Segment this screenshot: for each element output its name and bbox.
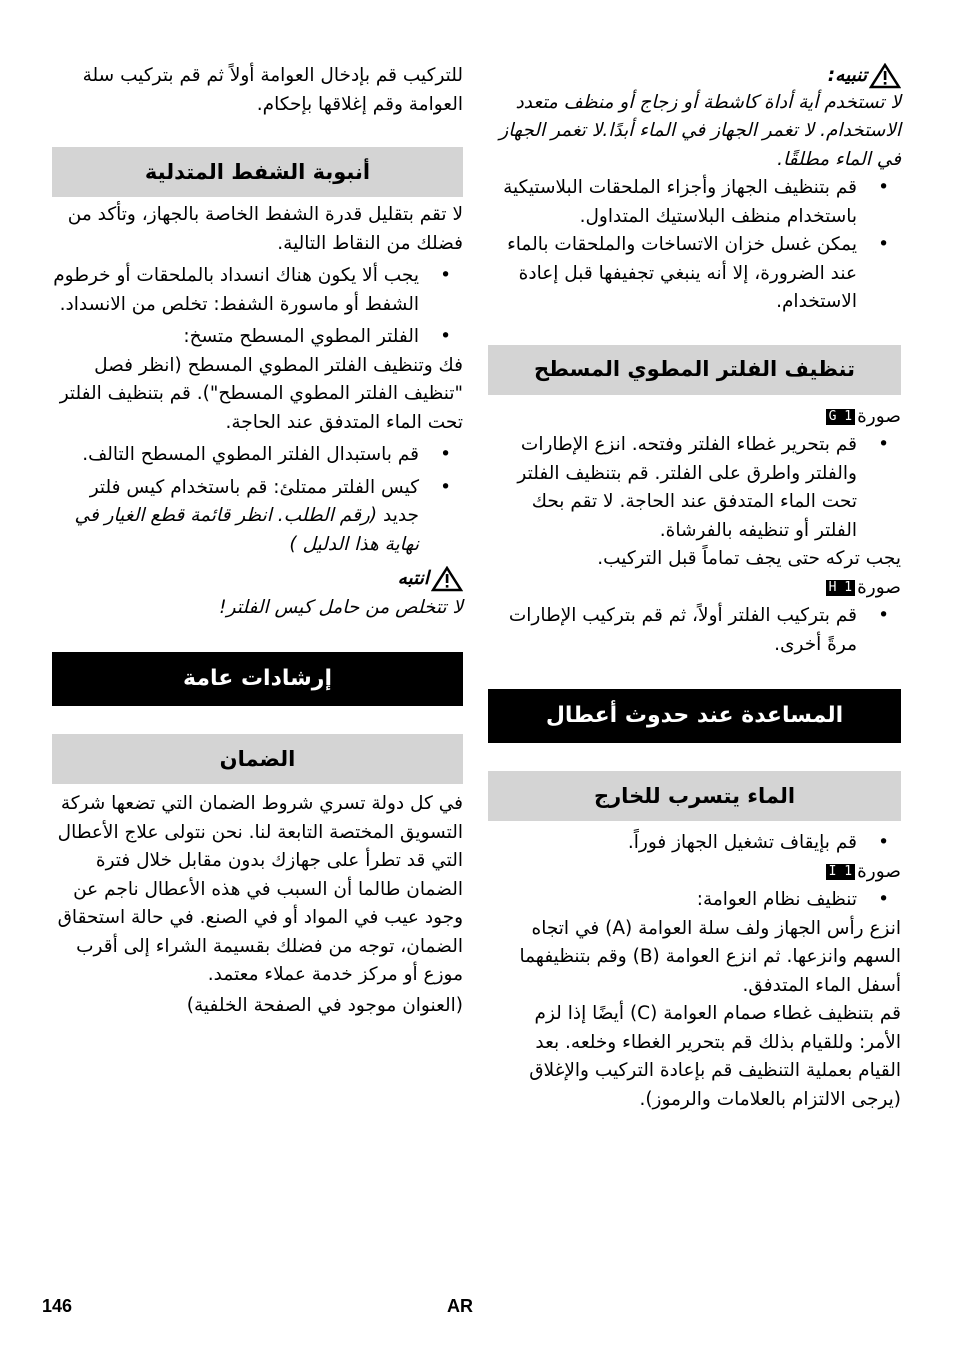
figure-ref-i1: صورة I 1 bbox=[488, 858, 901, 887]
section-heading-general: إرشادات عامة bbox=[52, 652, 463, 706]
list-item: • يمكن غسل خزان الاتساخات والملحقات بالماء عند الضرورة، إلا أنه ينبغي تجفيفها قبل إعادة الاستخدام. bbox=[507, 234, 889, 312]
note-dry: يجب تركه حتى يجف تماماً قبل التركيب. bbox=[597, 548, 901, 569]
list-item: • تنظيف نظام العوامة: bbox=[696, 889, 889, 910]
list-item: • قم بتنظيف الجهاز وأجزاء الملحقات البلاستيكية باستخدام منظف البلاستيك المتداول. bbox=[503, 177, 889, 227]
left-column bbox=[52, 62, 463, 1020]
warning-label: تنبيه: bbox=[827, 65, 867, 86]
section-heading-troubleshooting: المساعدة عند حدوث أعطال bbox=[488, 689, 901, 743]
warning-triangle-icon bbox=[431, 566, 463, 592]
list-item: • قم بإيقاف تشغيل الجهاز فوراً. bbox=[627, 832, 889, 853]
page-number: 146 bbox=[42, 1296, 73, 1316]
caution-heading bbox=[52, 565, 463, 594]
figure-tag: H 1 bbox=[826, 580, 855, 596]
figure-ref-h1: صورة H 1 bbox=[488, 574, 901, 603]
warning-triangle-icon bbox=[869, 63, 901, 89]
warning-heading bbox=[488, 62, 901, 91]
filter-clean-note: فك وتنظيف الفلتر المطوي المسطح (انظر فصل "تنظيف الفلتر المطوي المسطح"). قم بتنظيف الفلتر تحت الماء المتدفق عند الحاجة. bbox=[59, 354, 463, 433]
section-heading-filter: تنظيف الفلتر المطوي المسطح bbox=[488, 345, 901, 395]
suction-intro: لا تقم بتقليل قدرة الشفط الخاصة بالجهاز، وتأكد من فضلك من النقاط التالية. bbox=[67, 204, 463, 254]
intro-text: للتركيب قم بإدخال العوامة أولاً ثم قم بتركيب سلة العوامة وقم إغلاقها بإحكام. bbox=[82, 65, 463, 115]
list-item: • قم بتركيب الفلتر أولاً، ثم قم بتركيب الإطارات مرةً أخرى. bbox=[508, 605, 889, 655]
language-code: AR bbox=[447, 1296, 473, 1316]
section-heading-warranty: الضمان bbox=[52, 734, 463, 784]
section-heading-water-leak: الماء يتسرب للخارج bbox=[488, 771, 901, 821]
list-item: • كيس الفلتر ممتلئ: قم باستخدام كيس فلتر جديد (رقم الطلب. انظر قائمة قطع الغيار في نهاية هذا الدليل ) bbox=[74, 476, 451, 555]
list-item: • قم بتحرير غطاء الفلتر وفتحه. انزع الإطارات والفلتر واطرق على الفلتر. قم بتنظيف الفلتر تحت الماء المتدفق عند الحاجة. لا تقم بحك الفلتر أو تنظيفه بالفرشاة. bbox=[517, 434, 889, 541]
float-clean-paragraph: انزع رأس الجهاز ولف سلة العوامة (A) في اتجاه السهم وانزعها. ثم انزع العوامة (B) وقم بتنظيفهما أسفل الماء المتدفق. bbox=[519, 917, 901, 996]
figure-tag: G 1 bbox=[826, 409, 855, 425]
figure-tag: I 1 bbox=[826, 864, 855, 880]
caution-text: لا تتخلص من حامل كيس الفلتر! bbox=[219, 596, 463, 618]
list-item: • الفلتر المطوي المسطح متسخ: bbox=[183, 326, 451, 347]
warranty-address: (العنوان موجود في الصفحة الخلفية) bbox=[186, 994, 463, 1016]
warning-text: لا تستخدم أية أداة كاشطة أو زجاج أو منظف متعدد الاستخدام. لا تغمر الجهاز في الماء أبدًا.لا تغمر الجهاز في الماء مطلقًا. bbox=[499, 91, 901, 170]
section-heading-suction: أنبوبة الشفط المتدلية bbox=[52, 147, 463, 197]
right-column bbox=[488, 62, 901, 1114]
caution-label: انتبه bbox=[397, 568, 429, 589]
list-item: • قم باستبدال الفلتر المطوي المسطح التالف. bbox=[82, 444, 451, 465]
figure-ref-g1: صورة G 1 bbox=[488, 403, 901, 432]
list-item: • يجب ألا يكون هناك انسداد بالملحقات أو خرطوم الشفط أو ماسورة الشفط: تخلص من الانسداد. bbox=[53, 265, 451, 315]
warranty-text: في كل دولة تسري شروط الضمان التي تضعها شركة التسويق المختصة التابعة لنا. نحن نتولى علاج الأعطال التي قد تطرأ على جهازك بدون مقابل خلال فترة الضمان طالما أن السبب في هذه الأعطال ناجم عن وجود عيب في المواد أو في الصنع. في حالة استحقاق الضمان، توجه من فضلك بقسيمة الشراء إلى أقرب موزع أو مركز خدمة عملاء معتمد. bbox=[57, 793, 463, 985]
valve-clean-paragraph: قم بتنظيف غطاء صمام العوامة (C) أيضًا إذا لزم الأمر: وللقيام بذلك قم بتحرير الغطاء وخلعه. بعد القيام بعملية التنظيف قم بإعادة التركيب والإغلاق (يرجى الالتزام بالعلامات والرموز). bbox=[529, 1003, 901, 1110]
